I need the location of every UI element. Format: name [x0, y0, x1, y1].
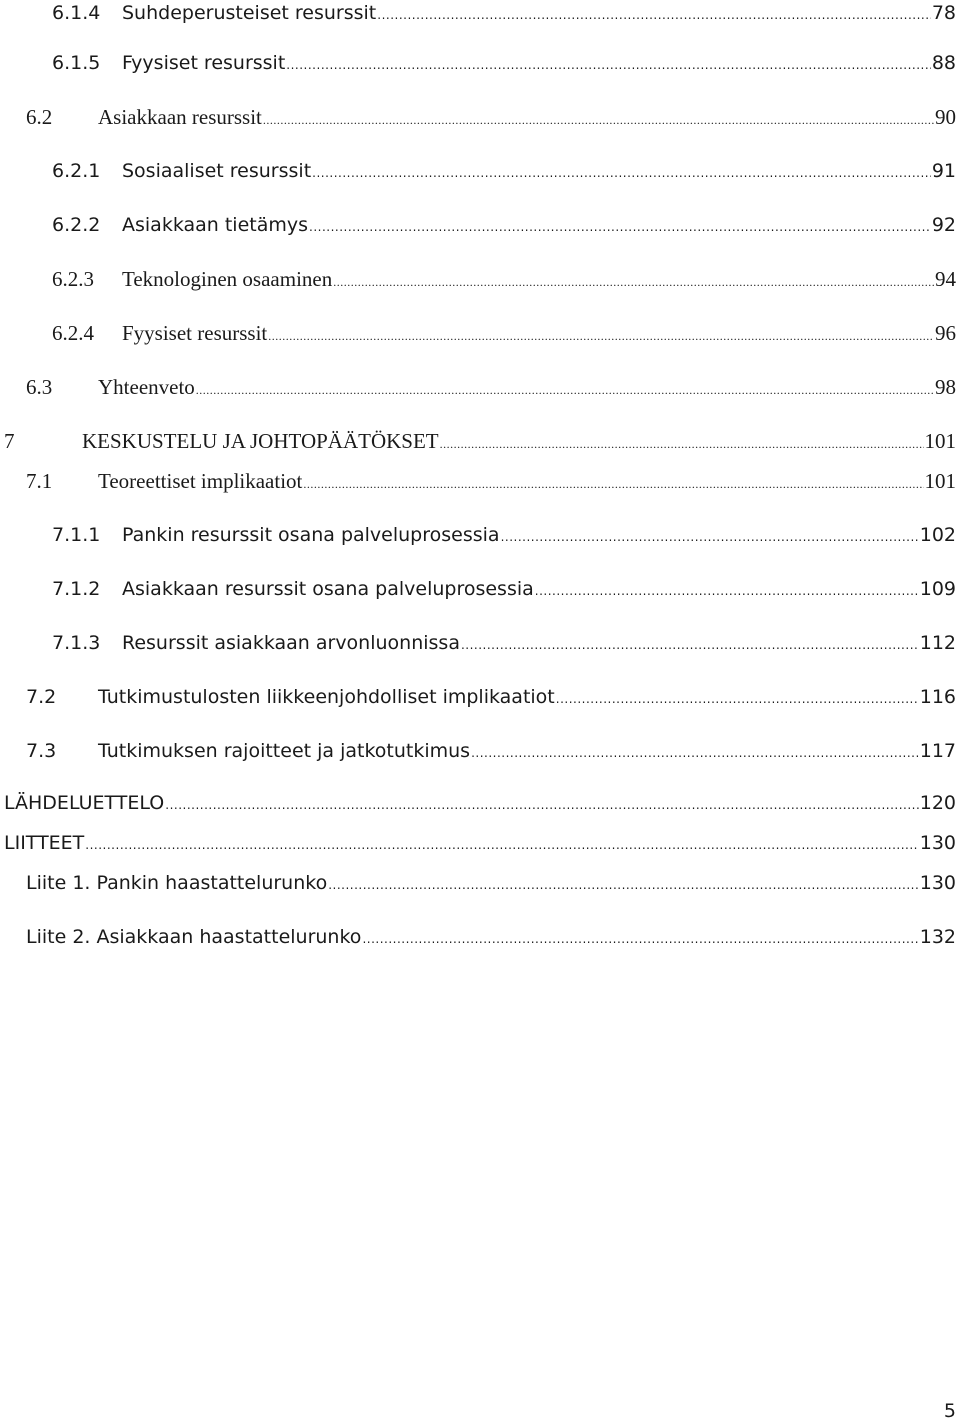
toc-entry-page: 101	[924, 469, 956, 493]
toc-entry[interactable]	[52, 576, 956, 604]
toc-entry[interactable]	[4, 428, 956, 457]
page-number: 5	[943, 1400, 956, 1422]
toc-entry[interactable]	[26, 468, 956, 497]
toc-entry-title: Yhteenveto	[98, 375, 195, 399]
toc-entry[interactable]	[52, 50, 956, 78]
toc-entry-title: Fyysiset resurssit	[122, 52, 286, 74]
toc-entry-title: Liite 2. Asiakkaan haastattelurunko	[26, 926, 362, 948]
toc-entry[interactable]	[52, 266, 956, 295]
toc-entry-number: 7.2	[26, 686, 57, 708]
toc-entry[interactable]	[52, 630, 956, 658]
toc-entry-title: Liite 1. Pankin haastattelurunko	[26, 872, 328, 894]
toc-entry-number: 7.1.1	[52, 524, 101, 546]
toc-entry[interactable]	[26, 104, 956, 133]
toc-entry-title: KESKUSTELU JA JOHTOPÄÄTÖKSET	[82, 429, 439, 453]
toc-entry[interactable]	[52, 522, 956, 550]
toc-entry-number: 6.2.4	[52, 321, 94, 345]
toc-entry[interactable]	[4, 830, 956, 858]
toc-dot-leader	[312, 160, 931, 186]
toc-entry-number: 7.1.3	[52, 632, 101, 654]
toc-entry-number: 7	[4, 429, 15, 453]
toc-entry[interactable]	[4, 790, 956, 818]
toc-entry-page: 130	[919, 832, 956, 854]
toc-entry-number: 6.2.3	[52, 267, 94, 291]
toc-entry-title: Teknologinen osaaminen	[122, 267, 333, 291]
toc-entry-title: Tutkimuksen rajoitteet ja jatkotutkimus	[98, 740, 471, 762]
toc-entry-page: 96	[935, 321, 956, 345]
toc-entry[interactable]	[52, 0, 956, 28]
toc-entry-title: Resurssit asiakkaan arvonluonnissa	[122, 632, 460, 654]
toc-entry-title: LÄHDELUETTELO	[4, 792, 165, 814]
toc-entry-page: 92	[931, 214, 956, 236]
toc-entry-page: 102	[919, 524, 956, 546]
toc-entry-page: 101	[924, 429, 956, 453]
toc-entry[interactable]	[26, 684, 956, 712]
toc-dot-leader	[286, 52, 931, 78]
toc-entry-title: Suhdeperusteiset resurssit	[122, 2, 377, 24]
toc-dot-leader	[309, 214, 931, 240]
toc-entry-title: Asiakkaan resurssit	[98, 105, 262, 129]
toc-entry-number: 7.3	[26, 740, 57, 762]
toc-entry-page: 91	[931, 160, 956, 182]
toc-entry-title: Asiakkaan resurssit osana palveluprosessia	[122, 578, 534, 600]
toc-dot-leader	[85, 832, 918, 858]
toc-dot-leader	[501, 524, 919, 550]
toc-entry[interactable]	[26, 924, 956, 952]
toc-entry-title: Pankin resurssit osana palveluprosessia	[122, 524, 500, 546]
toc-entry-number: 6.2	[26, 105, 53, 129]
toc-entry[interactable]	[26, 374, 956, 403]
toc-entry-page: 130	[919, 872, 956, 894]
toc-dot-leader	[461, 632, 919, 658]
toc-dot-leader	[440, 431, 924, 457]
toc-dot-leader	[362, 926, 918, 952]
toc-dot-leader	[268, 323, 934, 349]
toc-entry-number: 6.3	[26, 375, 53, 399]
toc-entry-page: 109	[919, 578, 956, 600]
toc-entry[interactable]	[26, 870, 956, 898]
toc-entry-page: 88	[931, 52, 956, 74]
toc-entry-number: 7.1.2	[52, 578, 101, 600]
toc-dot-leader	[263, 107, 934, 133]
toc-entry[interactable]	[52, 320, 956, 349]
toc-entry-page: 117	[919, 740, 956, 762]
toc-entry-number: 6.1.5	[52, 52, 101, 74]
toc-entry-page: 120	[919, 792, 956, 814]
toc-entry[interactable]	[52, 158, 956, 186]
toc-entry-number: 6.2.2	[52, 214, 101, 236]
toc-entry-title: Tutkimustulosten liikkeenjohdolliset implikaatiot	[98, 686, 555, 708]
toc-entry-title: Asiakkaan tietämys	[122, 214, 309, 236]
toc-entry-page: 98	[935, 375, 956, 399]
toc-entry-title: Fyysiset resurssit	[122, 321, 268, 345]
toc-entry-title: Sosiaaliset resurssit	[122, 160, 312, 182]
toc-dot-leader	[471, 740, 919, 766]
toc-dot-leader	[535, 578, 919, 604]
toc-dot-leader	[328, 872, 919, 898]
toc-dot-leader	[196, 377, 934, 403]
toc-entry-page: 90	[935, 105, 956, 129]
toc-entry-number: 7.1	[26, 469, 53, 493]
toc-dot-leader	[377, 2, 931, 28]
toc-dot-leader	[303, 471, 923, 497]
toc-entry-page: 112	[919, 632, 956, 654]
toc-entry-title: LIITTEET	[4, 832, 85, 854]
toc-entry-page: 116	[919, 686, 956, 708]
toc-entry-number: 6.2.1	[52, 160, 101, 182]
toc-dot-leader	[333, 269, 934, 295]
toc-entry-page: 94	[935, 267, 956, 291]
toc-entry[interactable]	[52, 212, 956, 240]
toc-entry-title: Teoreettiset implikaatiot	[98, 469, 303, 493]
toc-entry-number: 6.1.4	[52, 2, 101, 24]
toc-entry-page: 78	[931, 2, 956, 24]
toc-dot-leader	[556, 686, 919, 712]
toc-dot-leader	[165, 792, 918, 818]
toc-entry[interactable]	[26, 738, 956, 766]
toc-entry-page: 132	[919, 926, 956, 948]
